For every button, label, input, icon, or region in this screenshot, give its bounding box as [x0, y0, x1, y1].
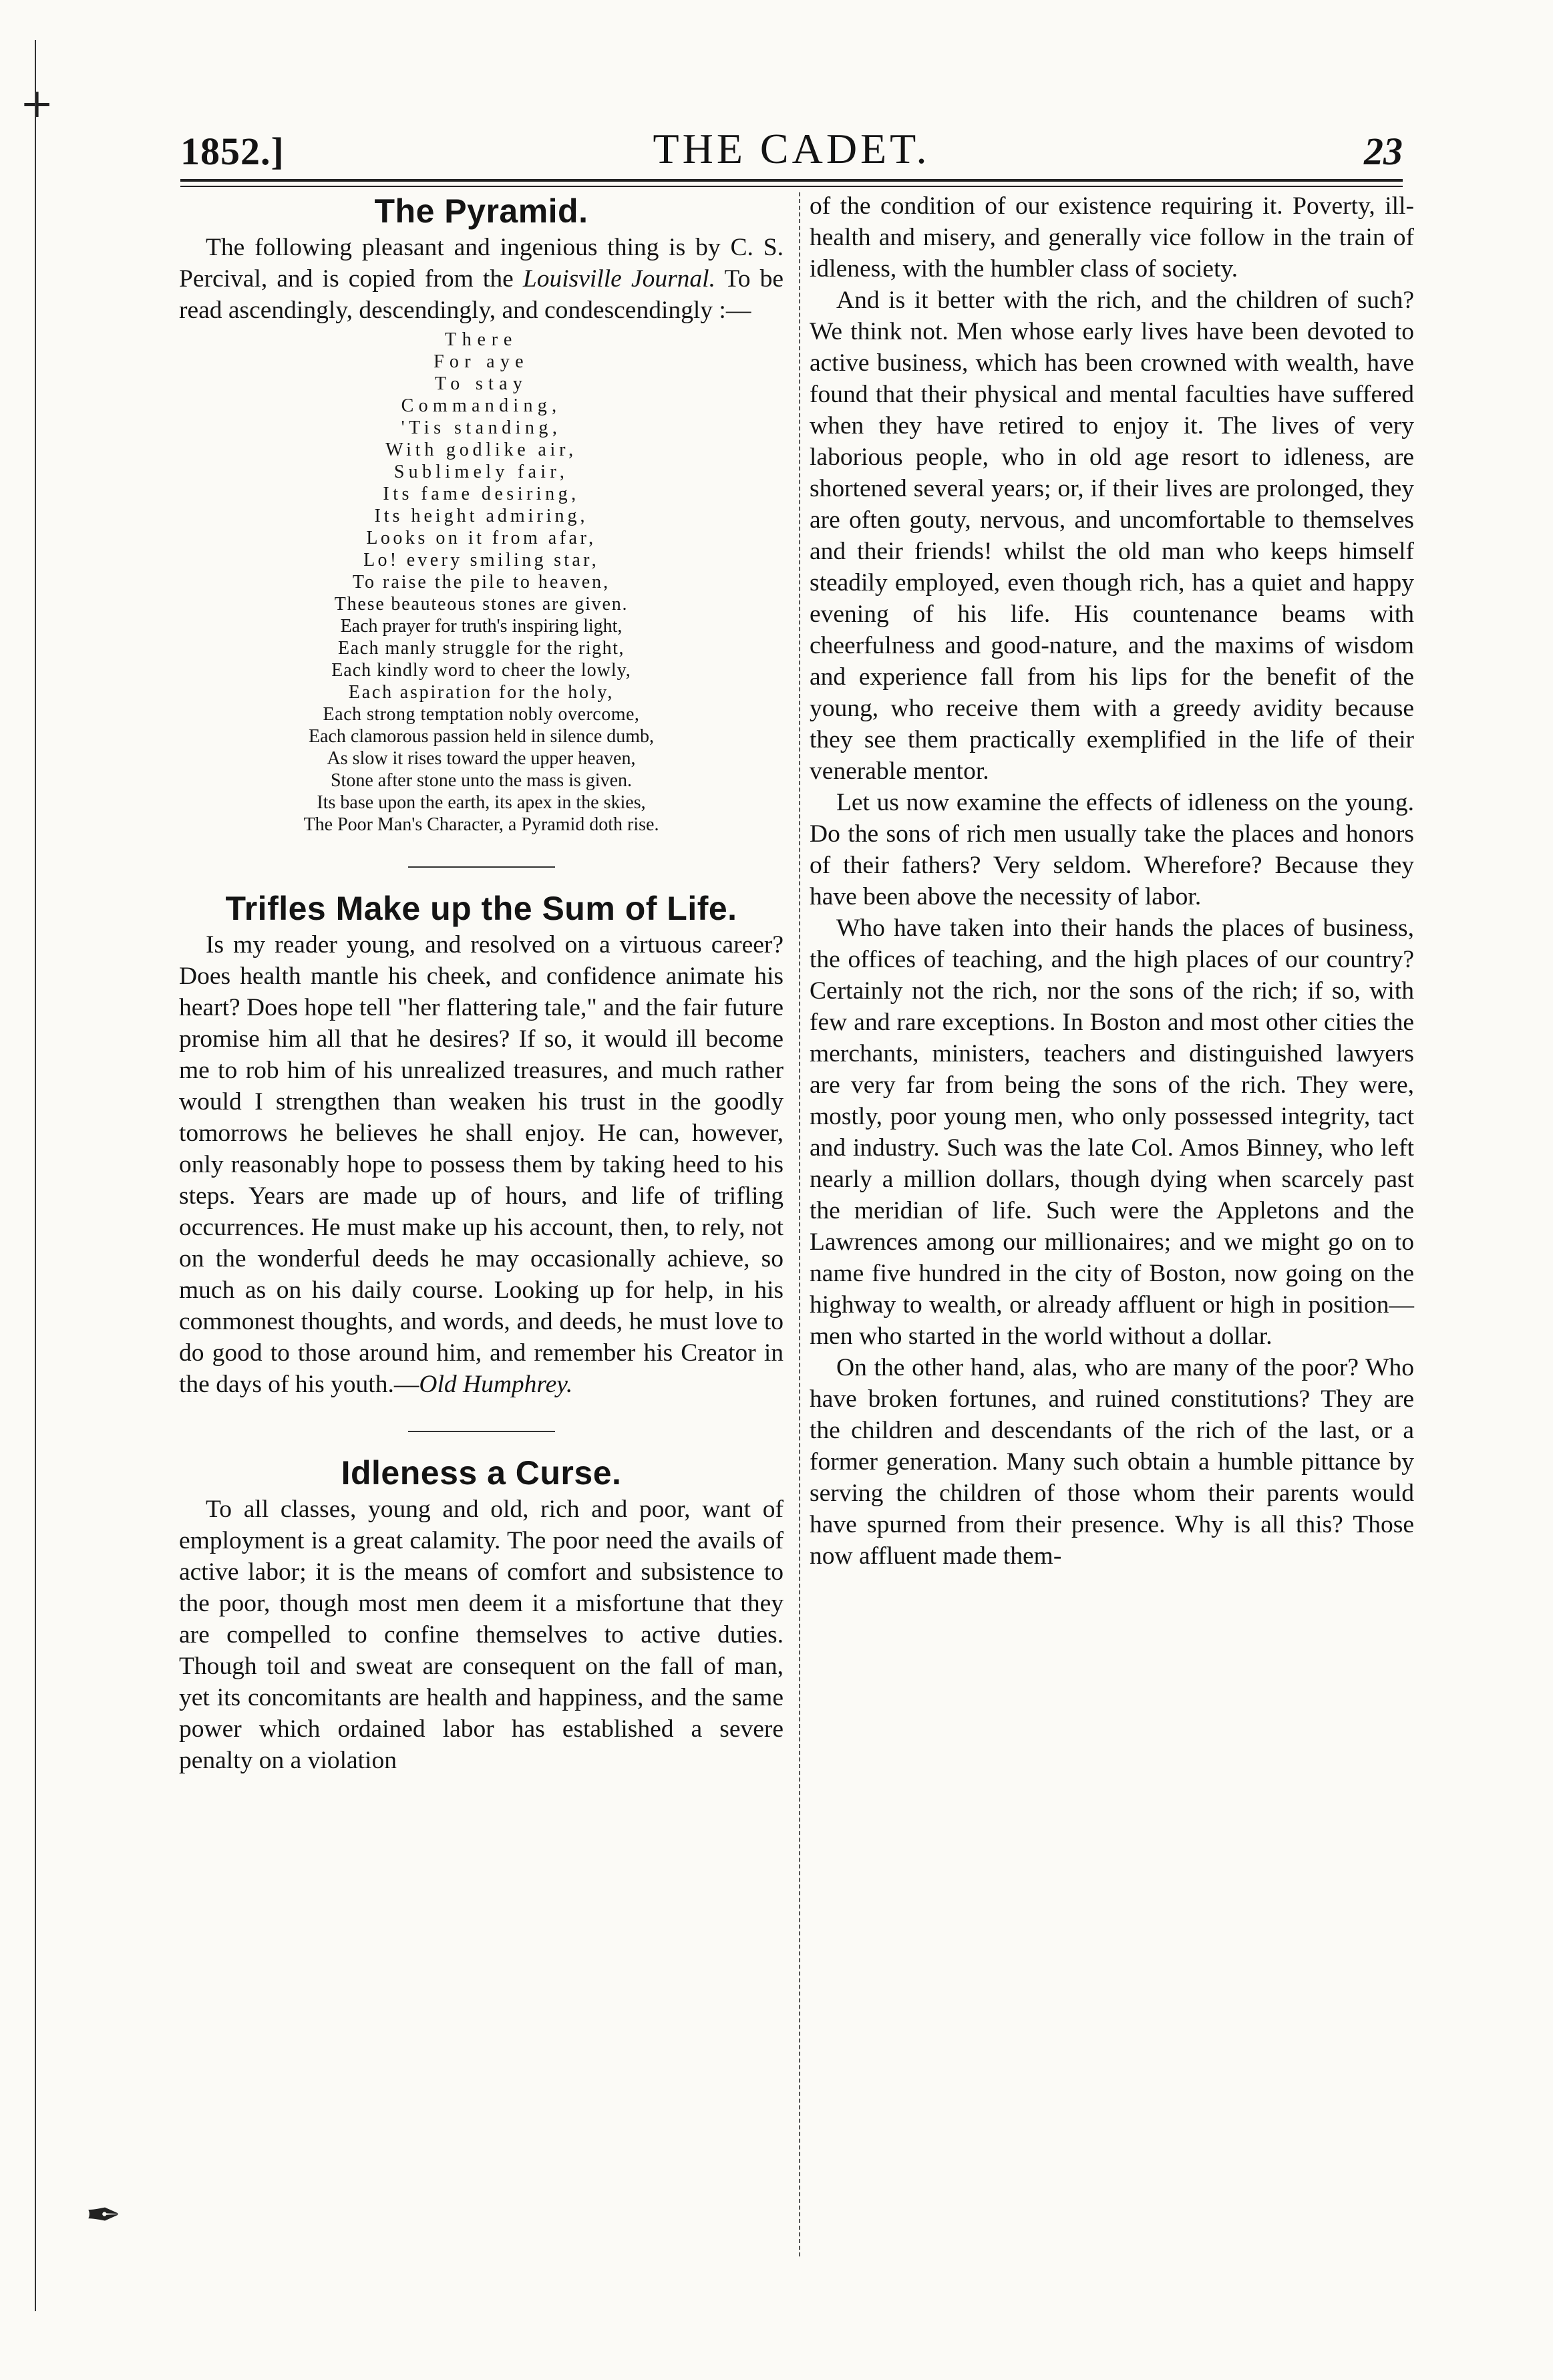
- article-separator: [408, 866, 555, 868]
- pyramid-line: There: [444, 329, 518, 350]
- pyramid-line: With godlike air,: [385, 440, 577, 460]
- paragraph: And is it better with the rich, and the children of such? We think not. Men whose early lives have been devoted to active business, which has been crowned with wealth, have found that their physical and mental faculties have suffered when they have retired to enjoy it. The lives of very laborious people, who in old age resort to idleness, are shortened several years; or, if their lives are prolonged, they are often gouty, nervous, and uncomfortable to themselves and their friends! whilst the old man who keeps himself steadily employed, even though rich, has a quiet and happy evening of his life. His countenance beams with cheerfulness and good-nature, and the maxims of wisdom and experience fall from his lips for the benefit of the young, who receive them with a greedy avidity because they see them practically exemplified in the life of their venerable mentor.: [810, 287, 1414, 785]
- header-rule-thick: [180, 179, 1403, 182]
- running-head: [180, 112, 1403, 174]
- left-column: [179, 190, 784, 1776]
- pyramid-line: The Poor Man's Character, a Pyramid doth rise.: [303, 814, 659, 835]
- article-pyramid: [179, 190, 784, 836]
- article-title: Trifles Make up the Sum of Life.: [225, 890, 737, 927]
- pyramid-line: Stone after stone unto the mass is given.: [330, 770, 633, 791]
- pyramid-line: For aye: [434, 351, 529, 372]
- margin-ink-speck: ✒: [85, 2191, 122, 2240]
- column-divider: [799, 192, 800, 2256]
- paragraph: Who have taken into their hands the places of business, the offices of teaching, and the high places of our country? Certainly not the rich, nor the sons of the rich; if so, with few and rare exceptions. In Boston and most other cities the merchants, ministers, teachers and distinguished lawyers are very far from being the sons of the rich. They were, mostly, poor young men, who only possessed integrity, tact and industry. Such was the late Col. Amos Binney, who left nearly a million dollars, though dying when scarcely past the meridian of life. Such were the Appletons and the Lawrences among our millionaires; and we might go on to name five hundred in the city of Boston, now going on the highway to wealth, or already affluent or high in position—men who started in the world without a dollar.: [810, 914, 1414, 1350]
- pyramid-line: To stay: [434, 373, 528, 394]
- article-signature: Old Humphrey.: [419, 1371, 573, 1398]
- pyramid-line: Its fame desiring,: [383, 484, 580, 504]
- pyramid-line: As slow it rises toward the upper heaven,: [327, 748, 636, 769]
- running-head-title: THE CADET.: [653, 125, 930, 172]
- pyramid-line: Looks on it from afar,: [366, 528, 596, 548]
- article-title: Idleness a Curse.: [341, 1454, 622, 1492]
- running-head-year: 1852.]: [180, 130, 285, 173]
- paragraph: Let us now examine the effects of idleness on the young. Do the sons of rich men usually take the places and honors of their fathers? Very seldom. Wherefore? Because they have been above the necessity of labor.: [810, 789, 1414, 910]
- pyramid-line: Each clamorous passion held in silence dumb,: [308, 726, 655, 747]
- pyramid-line: Commanding,: [401, 395, 562, 416]
- margin-binding-line: [35, 40, 36, 2311]
- article-separator: [408, 1431, 555, 1432]
- article-body: To all classes, young and old, rich and poor, want of employment is a great calamity. The poor need the avails of active labor; it is the means of comfort and subsistence to the poor, though most men deem it a misfortune that they are compelled to confine themselves to active duties. Though toil and sweat are consequent on the fall of man, yet its concomitants are health and happiness, and the same power which ordained labor has established a severe penalty on a violation: [179, 1496, 784, 1774]
- article-title: The Pyramid.: [374, 192, 588, 230]
- article-idleness: [179, 1452, 784, 1776]
- source-name: Louisville Journal.: [522, 265, 715, 293]
- pyramid-line: Each kindly word to cheer the lowly,: [331, 660, 631, 681]
- pyramid-line: Its height admiring,: [374, 506, 588, 526]
- paragraph: On the other hand, alas, who are many of the poor? Who have broken fortunes, and ruined constitutions? They are the children and descendants of the rich of the last, or a former generation. Many such obtain a humble pittance by serving the children of those whom their parents would have spurned from their presence. Why is all this? Those now affluent made them-: [810, 1354, 1414, 1570]
- pyramid-line: Its base upon the earth, its apex in the skies,: [317, 792, 646, 813]
- running-head-page-number: 23: [1364, 130, 1403, 173]
- margin-cross-mark: +: [20, 80, 54, 127]
- pyramid-line: To raise the pile to heaven,: [352, 572, 611, 592]
- article-intro: The following pleasant and ingenious thing is by C. S. Percival, and is copied from the Louisville Journal. To be read ascendingly, descendingly, and condescendingly :—: [179, 234, 784, 324]
- article-body: Is my reader young, and resolved on a virtuous career? Does health mantle his cheek, and confidence animate his heart? Does hope tell "her flattering tale," and the fair future promise him all that he desires? If so, it would ill become me to rob him of his unrealized treasures, and much rather would I strengthen than weaken his trust in the goodly tomorrows he believes he shall enjoy. He can, however, only reasonably hope to possess them by taking heed to his steps. Years are made up of hours, and life of trifling occurrences. He must make up his account, then, to rely, not on the wonderful deeds he may occasionally achieve, so much as on his daily course. Looking up for help, in his commonest thoughts, and words, and deeds, he must love to do good to those around him, and remember his Creator in the days of his youth.—Old Humphrey.: [179, 931, 784, 1398]
- right-column: [810, 190, 1414, 1572]
- paragraph: of the condition of our existence requiring it. Poverty, ill-health and misery, and generally vice follow in the train of idleness, with the humbler class of society.: [810, 192, 1414, 283]
- pyramid-line: Each manly struggle for the right,: [338, 638, 625, 659]
- pyramid-line: Each strong temptation nobly overcome,: [323, 704, 640, 725]
- pyramid-line: Each prayer for truth's inspiring light,: [340, 616, 623, 637]
- pyramid-line: Sublimely fair,: [393, 462, 569, 482]
- pyramid-line: Each aspiration for the holy,: [348, 682, 615, 703]
- pyramid-poem: [179, 329, 784, 836]
- article-trifles: [179, 888, 784, 1400]
- pyramid-line: These beauteous stones are given.: [334, 594, 629, 615]
- pyramid-line: Lo! every smiling star,: [363, 550, 599, 570]
- pyramid-line: 'Tis standing,: [401, 417, 562, 438]
- header-rule-thin: [180, 186, 1403, 187]
